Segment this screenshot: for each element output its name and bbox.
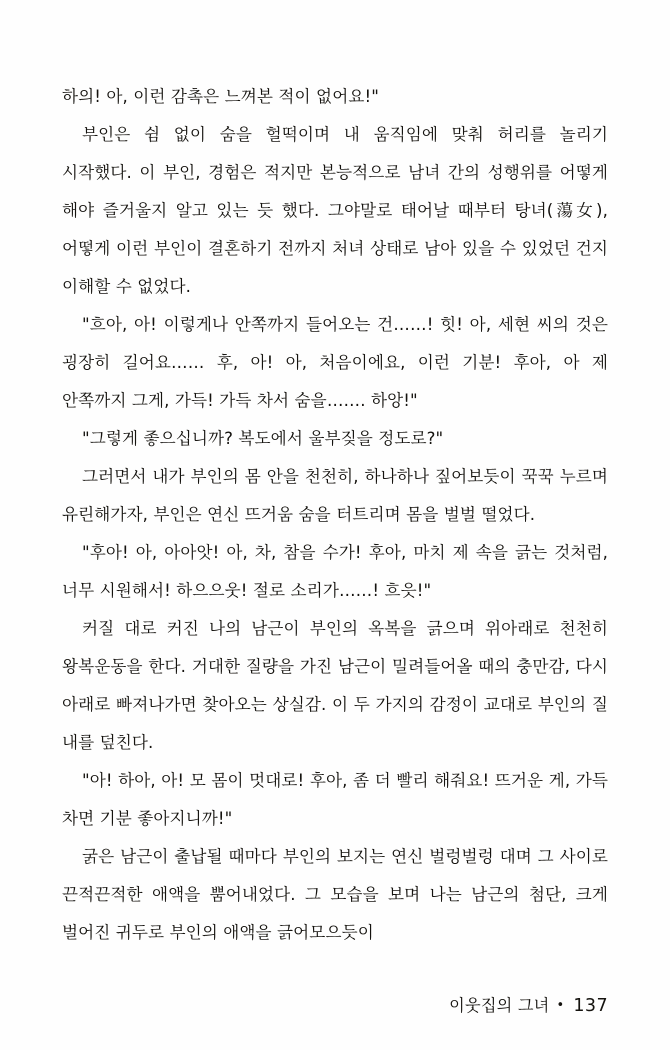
paragraph: "흐아, 아! 이렇게나 안쪽까지 들어오는 건……! 힛! 아, 세현 씨의 것은 굉장히 길어요…… 후, 아! 아, 처음이에요, 이런 기분! 후아, 아 제 안쪽까지 그게, 가득! 가득 차서 숨을……. 하앙!"	[62, 315, 608, 410]
footer-book-title: 이웃집의 그녀	[449, 996, 550, 1015]
paragraph: 하의! 아, 이런 감촉은 느껴본 적이 없어요!"	[62, 87, 379, 106]
paragraph: "그렇게 좋으십니까? 복도에서 울부짖을 정도로?"	[82, 429, 444, 448]
paragraph: 그러면서 내가 부인의 몸 안을 천천히, 하나하나 짚어보듯이 꾹꾹 누르며 유린해가자, 부인은 연신 뜨거움 숨을 터트리며 몸을 벌벌 떨었다.	[62, 467, 608, 524]
page-body-text	[62, 78, 608, 952]
page-footer	[62, 992, 608, 1016]
footer-separator: •	[556, 998, 565, 1013]
paragraph: 부인은 쉼 없이 숨을 헐떡이며 내 움직임에 맞춰 허리를 놀리기 시작했다. 이 부인, 경험은 적지만 본능적으로 남녀 간의 성행위를 어떻게 해야 즐거울지 알고 있는 듯 했다. 그야말로 태어날 때부터 탕녀(蕩女), 어떻게 이런 부인이 결혼하기 전까지 처녀 상태로 남아 있을 수 있었던 건지 이해할 수 없었다.	[62, 125, 608, 296]
paragraph: "아! 하아, 아! 모 몸이 멋대로! 후아, 좀 더 빨리 해줘요! 뜨거운 게, 가득 차면 기분 좋아지니까!"	[62, 771, 608, 828]
paragraph: "후아! 아, 아아앗! 아, 차, 참을 수가! 후아, 마치 제 속을 긁는 것처럼, 너무 시원해서! 하으으웃! 절로 소리가……! 흐읏!"	[62, 543, 608, 600]
paragraph: 커질 대로 커진 나의 남근이 부인의 옥복을 긁으며 위아래로 천천히 왕복운동을 한다. 거대한 질량을 가진 남근이 밀려들어올 때의 충만감, 다시 아래로 빠져나가면 찾아오는 상실감. 이 두 가지의 감정이 교대로 부인의 질 내를 덮친다.	[62, 619, 608, 752]
paragraph: 굵은 남근이 출납될 때마다 부인의 보지는 연신 벌렁벌렁 대며 그 사이로 끈적끈적한 애액을 뿜어내었다. 그 모습을 보며 나는 남근의 첨단, 크게 벌어진 귀두로 부인의 애액을 긁어모으듯이	[62, 847, 608, 942]
footer-page-number: 137	[573, 996, 608, 1016]
